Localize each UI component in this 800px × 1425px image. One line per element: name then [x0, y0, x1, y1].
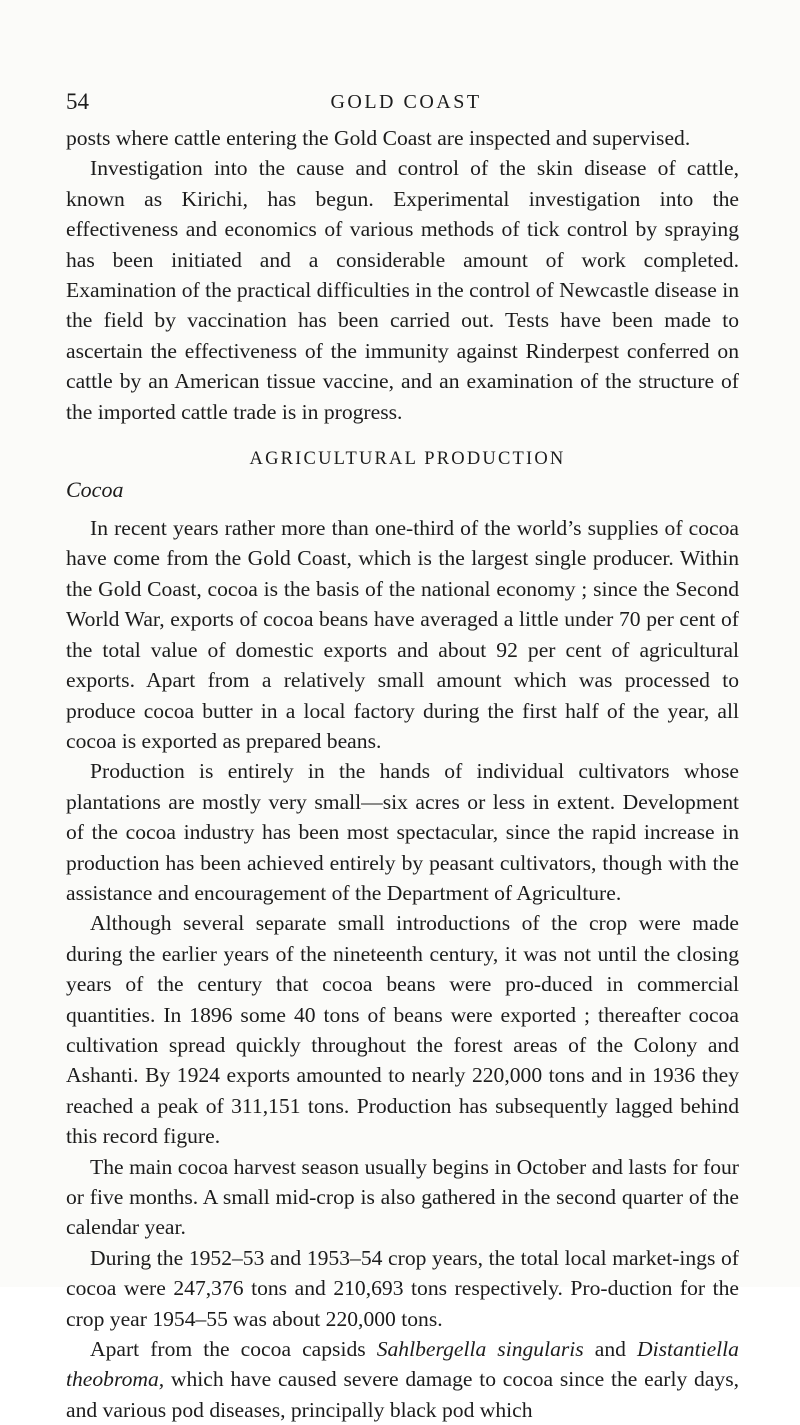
- paragraph-harvest-season: The main cocoa harvest season usually begins in October and lasts for four or five months. A small mid-crop is also gathered in the second quarter of the calendar year.: [66, 1154, 739, 1240]
- sub-heading-cocoa: Cocoa: [66, 477, 124, 503]
- running-title: GOLD COAST: [330, 91, 482, 113]
- paragraph-world-supplies: In recent years rather more than one-third of the world’s supplies of cocoa have come from the Gold Coast, which is the largest single producer. Within the Gold Coast, cocoa is the basis of the national economy ; since the Second World War, exports of cocoa beans have averaged a little under 70 per cent of the total value of domestic exports and about 92 per cent of agricultural exports. Apart from a relatively small amount which was processed to produce cocoa butter in a local factory during the first half of the year, all cocoa is exported as prepared beans.: [66, 516, 739, 753]
- capsids-tail: which have caused severe damage to cocoa since the early days, and various pod diseases, principally black pod which: [66, 1367, 739, 1422]
- running-header: [66, 88, 738, 116]
- paragraph-kirichi-investigation: Investigation into the cause and control of the skin disease of cattle, known as Kirichi, has begun. Experimental investigation into the effectiveness and economics of various methods of tick control by spraying has been initiated and a considerable amount of work completed. Examination of the practical difficulties in the control of Newcastle disease in the field by vaccination has been carried out. Tests have been made to ascertain the effectiveness of the immunity against Rinderpest conferred on cattle by an American tissue vaccine, and an examination of the structure of the imported cattle trade is in progress.: [66, 156, 739, 424]
- page-number: 54: [66, 89, 89, 114]
- paragraph-crop-years: During the 1952–53 and 1953–54 crop years, the total local market-ings of cocoa were 247,376 tons and 210,693 tons respectively. Pro-duction for the crop year 1954–55 was about 220,000 tons.: [66, 1245, 739, 1331]
- species-name: Sahlbergella singularis: [376, 1337, 584, 1362]
- paragraph-continued: posts where cattle entering the Gold Coast are inspected and supervised.: [66, 126, 691, 150]
- paragraph-production-cultivators: Production is entirely in the hands of individual cultivators whose plantations are mostly very small—six acres or less in extent. Development of the cocoa industry has been most spectacular, since the rapid increase in production has been achieved entirely by peasant cultivators, though with the assistance and encouragement of the Department of Agriculture.: [66, 759, 739, 905]
- species-name: Distantiella theobroma,: [66, 1337, 739, 1392]
- paragraph-capsids: [66, 1334, 739, 1425]
- paragraph-history: Although several separate small introductions of the crop were made during the earlier years of the nineteenth century, it was not until the closing years of the century that cocoa beans were pro-duced in commercial quantities. In 1896 some 40 tons of beans were exported ; thereafter cocoa cultivation spread quickly throughout the forest areas of the Colony and Ashanti. By 1924 exports amounted to nearly 220,000 tons and in 1936 they reached a peak of 311,151 tons. Production has subsequently lagged behind this record figure.: [66, 911, 739, 1149]
- capsids-lead: Apart from the cocoa capsids: [90, 1337, 377, 1362]
- section-heading: AGRICULTURAL PRODUCTION: [249, 449, 566, 470]
- body-text: [66, 123, 739, 1425]
- conjunction: and: [583, 1337, 637, 1362]
